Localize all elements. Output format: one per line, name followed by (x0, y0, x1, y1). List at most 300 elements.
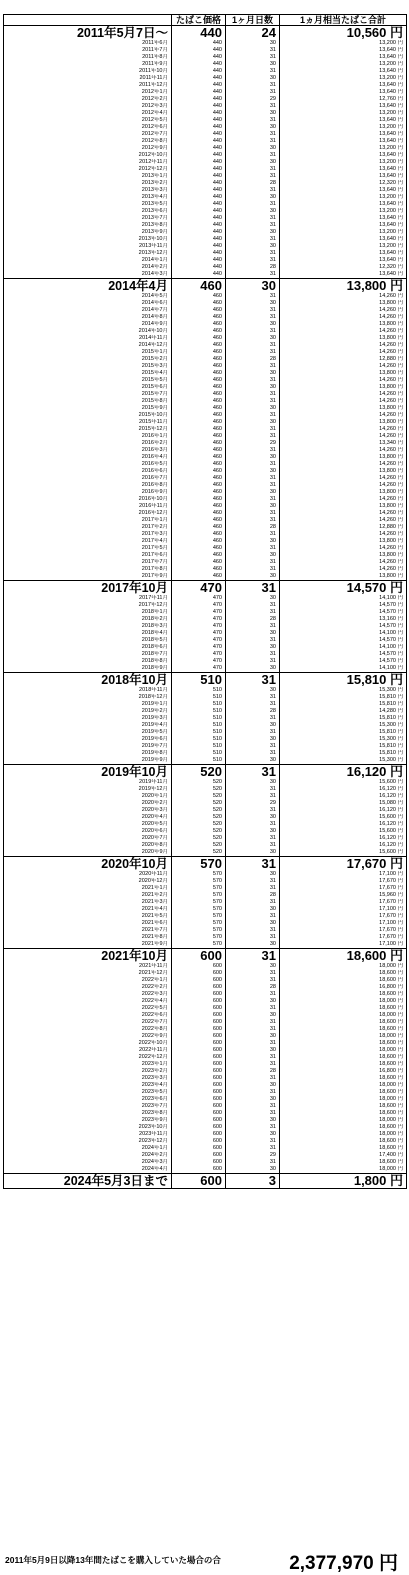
cell-period: 2014年2月 (4, 264, 172, 271)
cell-days: 30 (226, 941, 280, 949)
cell-price: 460 (172, 335, 226, 342)
cell-days: 31 (226, 1138, 280, 1145)
month-row (4, 842, 407, 849)
cell-monthly-total: 16,120 円 (280, 821, 407, 828)
cell-period: 2022年3月 (4, 991, 172, 998)
cell-days: 30 (226, 538, 280, 545)
cell-period: 2012年12月 (4, 166, 172, 173)
cell-price: 570 (172, 899, 226, 906)
cell-price: 600 (172, 998, 226, 1005)
month-row (4, 602, 407, 609)
month-row (4, 47, 407, 54)
cell-days: 31 (226, 765, 280, 780)
cell-days: 31 (226, 1040, 280, 1047)
month-row (4, 1110, 407, 1117)
cell-monthly-total: 15,600 円 (280, 828, 407, 835)
month-row (4, 800, 407, 807)
month-row (4, 687, 407, 694)
cell-price: 440 (172, 243, 226, 250)
month-row (4, 1068, 407, 1075)
month-row (4, 96, 407, 103)
month-row (4, 1033, 407, 1040)
cell-price: 510 (172, 701, 226, 708)
cell-days: 30 (226, 110, 280, 117)
month-row (4, 152, 407, 159)
month-row (4, 941, 407, 949)
cell-price: 460 (172, 307, 226, 314)
cell-monthly-total: 14,260 円 (280, 328, 407, 335)
cell-days: 31 (226, 1145, 280, 1152)
cell-period: 2011年11月 (4, 75, 172, 82)
cell-price: 470 (172, 609, 226, 616)
month-row (4, 779, 407, 786)
month-row (4, 892, 407, 899)
cell-period: 2021年6月 (4, 920, 172, 927)
cell-monthly-total: 13,200 円 (280, 208, 407, 215)
cell-period: 2016年11月 (4, 503, 172, 510)
cell-days: 31 (226, 1061, 280, 1068)
cell-days: 30 (226, 665, 280, 673)
cell-monthly-total: 13,800 円 (280, 405, 407, 412)
month-row (4, 573, 407, 581)
cell-days: 31 (226, 138, 280, 145)
final-period-row (4, 1174, 407, 1189)
cell-price: 460 (172, 349, 226, 356)
price-period-row (4, 673, 407, 688)
cell-monthly-total: 14,260 円 (280, 433, 407, 440)
cell-price: 600 (172, 1089, 226, 1096)
cell-period: 2018年3月 (4, 623, 172, 630)
month-row (4, 609, 407, 616)
month-row (4, 517, 407, 524)
cell-days: 31 (226, 510, 280, 517)
month-row (4, 1096, 407, 1103)
cell-monthly-total: 13,800 円 (280, 335, 407, 342)
month-row (4, 715, 407, 722)
cell-days: 31 (226, 1159, 280, 1166)
cell-monthly-total: 18,600 円 (280, 1145, 407, 1152)
cell-price: 520 (172, 814, 226, 821)
header-price: たばこ価格 (172, 15, 226, 26)
cell-price: 600 (172, 1131, 226, 1138)
cell-monthly-total: 18,600 円 (280, 1054, 407, 1061)
cell-price: 460 (172, 552, 226, 559)
cell-price: 570 (172, 892, 226, 899)
cell-days: 30 (226, 419, 280, 426)
cell-days: 30 (226, 814, 280, 821)
cell-period: 2015年2月 (4, 356, 172, 363)
cell-days: 30 (226, 998, 280, 1005)
cell-price: 520 (172, 828, 226, 835)
cell-period: 2012年5月 (4, 117, 172, 124)
header-row (4, 15, 407, 26)
month-row (4, 708, 407, 715)
cell-price: 440 (172, 75, 226, 82)
cell-price: 440 (172, 40, 226, 47)
cell-period: 2013年5月 (4, 201, 172, 208)
cell-monthly-total: 15,810 円 (280, 729, 407, 736)
cell-days: 31 (226, 166, 280, 173)
cell-days: 31 (226, 637, 280, 644)
month-row (4, 1040, 407, 1047)
cell-days: 31 (226, 545, 280, 552)
cell-monthly-total: 13,640 円 (280, 89, 407, 96)
cell-monthly-total: 13,640 円 (280, 173, 407, 180)
cell-price: 520 (172, 786, 226, 793)
cell-days: 3 (226, 1174, 280, 1189)
cell-period: 2021年7月 (4, 927, 172, 934)
cell-days: 30 (226, 454, 280, 461)
header-days: 1ヶ月日数 (226, 15, 280, 26)
cell-monthly-total: 13,200 円 (280, 229, 407, 236)
cell-days: 31 (226, 250, 280, 257)
cell-period: 2022年1月 (4, 977, 172, 984)
cell-period: 2021年11月 (4, 963, 172, 970)
cell-monthly-total: 13,800 円 (280, 489, 407, 496)
month-row (4, 1145, 407, 1152)
cell-days: 31 (226, 977, 280, 984)
cell-days: 30 (226, 194, 280, 201)
month-row (4, 977, 407, 984)
month-row (4, 694, 407, 701)
month-row (4, 264, 407, 271)
price-period-row (4, 857, 407, 872)
cell-days: 30 (226, 595, 280, 602)
cell-monthly-total: 14,260 円 (280, 531, 407, 538)
cell-monthly-total: 13,340 円 (280, 440, 407, 447)
cell-period: 2022年4月 (4, 998, 172, 1005)
cell-period: 2013年7月 (4, 215, 172, 222)
cell-period: 2016年1月 (4, 433, 172, 440)
cell-period: 2016年3月 (4, 447, 172, 454)
cell-price: 460 (172, 419, 226, 426)
cell-monthly-total: 13,800 円 (280, 538, 407, 545)
cell-period: 2014年4月 (4, 279, 172, 294)
cell-days: 31 (226, 201, 280, 208)
cell-period: 2023年2月 (4, 1068, 172, 1075)
cell-price: 600 (172, 1124, 226, 1131)
month-row (4, 828, 407, 835)
cell-period: 2015年9月 (4, 405, 172, 412)
month-row (4, 208, 407, 215)
cell-price: 440 (172, 68, 226, 75)
cell-period: 2014年1月 (4, 257, 172, 264)
cell-monthly-total: 13,800 円 (280, 321, 407, 328)
month-row (4, 736, 407, 743)
cell-monthly-total: 14,260 円 (280, 426, 407, 433)
cell-price: 460 (172, 300, 226, 307)
month-row (4, 257, 407, 264)
cell-days: 28 (226, 180, 280, 187)
cell-period: 2012年10月 (4, 152, 172, 159)
month-row (4, 1054, 407, 1061)
month-row (4, 419, 407, 426)
cell-price: 600 (172, 963, 226, 970)
cell-monthly-total: 15,300 円 (280, 722, 407, 729)
cell-monthly-total: 18,600 円 (280, 1061, 407, 1068)
month-row (4, 934, 407, 941)
month-row (4, 370, 407, 377)
cell-price: 460 (172, 524, 226, 531)
month-row (4, 201, 407, 208)
cell-period: 2017年8月 (4, 566, 172, 573)
cell-period: 2019年2月 (4, 708, 172, 715)
cell-monthly-total: 13,800 円 (280, 468, 407, 475)
month-row (4, 595, 407, 602)
cell-monthly-total: 13,640 円 (280, 215, 407, 222)
cell-price: 510 (172, 715, 226, 722)
month-row (4, 180, 407, 187)
cell-price: 600 (172, 1026, 226, 1033)
month-row (4, 814, 407, 821)
cell-days: 31 (226, 1075, 280, 1082)
cell-monthly-total: 14,260 円 (280, 447, 407, 454)
cell-days: 31 (226, 496, 280, 503)
cell-monthly-total: 13,200 円 (280, 194, 407, 201)
cell-price: 600 (172, 949, 226, 964)
cell-days: 30 (226, 61, 280, 68)
cell-monthly-total: 13,800 円 (280, 370, 407, 377)
cell-period: 2023年6月 (4, 1096, 172, 1103)
cell-days: 31 (226, 82, 280, 89)
cell-price: 600 (172, 1033, 226, 1040)
cell-price: 570 (172, 941, 226, 949)
table-body (4, 26, 407, 1189)
cell-price: 570 (172, 871, 226, 878)
cell-period: 2020年8月 (4, 842, 172, 849)
cell-days: 31 (226, 475, 280, 482)
cell-period: 2013年8月 (4, 222, 172, 229)
month-row (4, 524, 407, 531)
month-row (4, 644, 407, 651)
cell-monthly-total: 18,600 円 (280, 949, 407, 964)
cell-monthly-total: 17,400 円 (280, 1152, 407, 1159)
cell-period: 2024年5月3日まで (4, 1174, 172, 1189)
cell-period: 2015年10月 (4, 412, 172, 419)
cell-days: 31 (226, 215, 280, 222)
cell-period: 2011年7月 (4, 47, 172, 54)
cell-price: 570 (172, 920, 226, 927)
cell-price: 510 (172, 757, 226, 765)
cell-period: 2021年12月 (4, 970, 172, 977)
cell-period: 2020年7月 (4, 835, 172, 842)
cell-price: 440 (172, 54, 226, 61)
month-row (4, 871, 407, 878)
cell-days: 28 (226, 356, 280, 363)
month-row (4, 124, 407, 131)
cell-price: 570 (172, 878, 226, 885)
cell-price: 440 (172, 229, 226, 236)
month-row (4, 89, 407, 96)
cell-period: 2012年4月 (4, 110, 172, 117)
cell-days: 31 (226, 602, 280, 609)
month-row (4, 927, 407, 934)
cell-monthly-total: 18,600 円 (280, 991, 407, 998)
cell-period: 2020年10月 (4, 857, 172, 872)
cell-days: 30 (226, 1047, 280, 1054)
cell-period: 2015年12月 (4, 426, 172, 433)
month-row (4, 878, 407, 885)
cell-period: 2018年2月 (4, 616, 172, 623)
cell-period: 2011年9月 (4, 61, 172, 68)
cell-days: 30 (226, 243, 280, 250)
cell-monthly-total: 14,260 円 (280, 517, 407, 524)
month-row (4, 145, 407, 152)
cell-period: 2015年11月 (4, 419, 172, 426)
month-row (4, 1019, 407, 1026)
grand-total-line (3, 1548, 406, 1574)
month-row (4, 1047, 407, 1054)
cell-price: 510 (172, 736, 226, 743)
month-row (4, 913, 407, 920)
cell-price: 440 (172, 250, 226, 257)
cell-period: 2015年5月 (4, 377, 172, 384)
month-row (4, 998, 407, 1005)
cell-days: 31 (226, 54, 280, 61)
cell-days: 30 (226, 1096, 280, 1103)
cell-price: 600 (172, 991, 226, 998)
cell-period: 2011年8月 (4, 54, 172, 61)
cell-price: 520 (172, 821, 226, 828)
cell-days: 31 (226, 1026, 280, 1033)
tobacco-cost-table (3, 14, 406, 1189)
cell-period: 2024年1月 (4, 1145, 172, 1152)
cell-days: 31 (226, 1054, 280, 1061)
cell-days: 30 (226, 384, 280, 391)
cell-period: 2017年2月 (4, 524, 172, 531)
cell-price: 460 (172, 412, 226, 419)
cell-days: 31 (226, 236, 280, 243)
cell-monthly-total: 13,800 円 (280, 573, 407, 581)
cell-monthly-total: 14,260 円 (280, 475, 407, 482)
cell-price: 600 (172, 1103, 226, 1110)
cell-days: 31 (226, 398, 280, 405)
cell-monthly-total: 13,800 円 (280, 503, 407, 510)
cell-period: 2022年9月 (4, 1033, 172, 1040)
cell-price: 520 (172, 835, 226, 842)
cell-days: 30 (226, 1166, 280, 1174)
cell-days: 31 (226, 793, 280, 800)
cell-monthly-total: 14,570 円 (280, 651, 407, 658)
cell-price: 510 (172, 750, 226, 757)
cell-monthly-total: 17,100 円 (280, 941, 407, 949)
month-row (4, 293, 407, 300)
month-row (4, 236, 407, 243)
price-period-row (4, 765, 407, 780)
cell-days: 31 (226, 651, 280, 658)
month-row (4, 531, 407, 538)
cell-period: 2019年11月 (4, 779, 172, 786)
cell-price: 510 (172, 743, 226, 750)
cell-price: 600 (172, 1005, 226, 1012)
cell-monthly-total: 13,800 円 (280, 279, 407, 294)
cell-price: 570 (172, 885, 226, 892)
month-row (4, 1124, 407, 1131)
cell-period: 2021年1月 (4, 885, 172, 892)
cell-price: 600 (172, 1054, 226, 1061)
cell-price: 460 (172, 370, 226, 377)
cell-monthly-total: 13,640 円 (280, 138, 407, 145)
cell-monthly-total: 16,120 円 (280, 786, 407, 793)
cell-period: 2018年6月 (4, 644, 172, 651)
cell-period: 2011年6月 (4, 40, 172, 47)
month-row (4, 743, 407, 750)
cell-period: 2023年11月 (4, 1131, 172, 1138)
month-row (4, 722, 407, 729)
cell-price: 460 (172, 279, 226, 294)
cell-period: 2021年8月 (4, 934, 172, 941)
cell-monthly-total: 14,100 円 (280, 630, 407, 637)
cell-price: 440 (172, 159, 226, 166)
cell-period: 2018年11月 (4, 687, 172, 694)
cell-days: 30 (226, 552, 280, 559)
cell-price: 460 (172, 377, 226, 384)
month-row (4, 1005, 407, 1012)
cell-price: 460 (172, 293, 226, 300)
cell-monthly-total: 17,670 円 (280, 913, 407, 920)
month-row (4, 963, 407, 970)
cell-price: 460 (172, 545, 226, 552)
month-row (4, 970, 407, 977)
month-row (4, 750, 407, 757)
cell-days: 31 (226, 271, 280, 279)
month-row (4, 426, 407, 433)
cell-monthly-total: 1,800 円 (280, 1174, 407, 1189)
cell-period: 2023年4月 (4, 1082, 172, 1089)
cell-period: 2016年4月 (4, 454, 172, 461)
cell-price: 600 (172, 1047, 226, 1054)
cell-price: 570 (172, 927, 226, 934)
cell-period: 2023年10月 (4, 1124, 172, 1131)
cell-monthly-total: 15,810 円 (280, 694, 407, 701)
cell-days: 31 (226, 991, 280, 998)
cell-period: 2019年1月 (4, 701, 172, 708)
cell-period: 2017年6月 (4, 552, 172, 559)
cell-period: 2018年1月 (4, 609, 172, 616)
cell-period: 2022年6月 (4, 1012, 172, 1019)
cell-days: 31 (226, 342, 280, 349)
cell-days: 30 (226, 405, 280, 412)
cell-period: 2023年7月 (4, 1103, 172, 1110)
month-row (4, 440, 407, 447)
cell-price: 600 (172, 1075, 226, 1082)
cell-price: 520 (172, 849, 226, 857)
cell-monthly-total: 13,640 円 (280, 103, 407, 110)
cell-days: 30 (226, 279, 280, 294)
month-row (4, 630, 407, 637)
month-row (4, 384, 407, 391)
cell-monthly-total: 14,260 円 (280, 496, 407, 503)
cell-period: 2017年11月 (4, 595, 172, 602)
cell-price: 600 (172, 1166, 226, 1174)
cell-monthly-total: 14,260 円 (280, 314, 407, 321)
cell-price: 470 (172, 623, 226, 630)
cell-days: 31 (226, 673, 280, 688)
cell-price: 460 (172, 531, 226, 538)
cell-monthly-total: 13,200 円 (280, 243, 407, 250)
month-row (4, 250, 407, 257)
cell-monthly-total: 13,800 円 (280, 419, 407, 426)
cell-period: 2023年8月 (4, 1110, 172, 1117)
cell-days: 31 (226, 694, 280, 701)
cell-monthly-total: 13,800 円 (280, 552, 407, 559)
cell-monthly-total: 14,570 円 (280, 609, 407, 616)
month-row (4, 433, 407, 440)
cell-monthly-total: 18,000 円 (280, 1166, 407, 1174)
cell-monthly-total: 14,100 円 (280, 595, 407, 602)
cell-days: 31 (226, 257, 280, 264)
cell-price: 460 (172, 503, 226, 510)
